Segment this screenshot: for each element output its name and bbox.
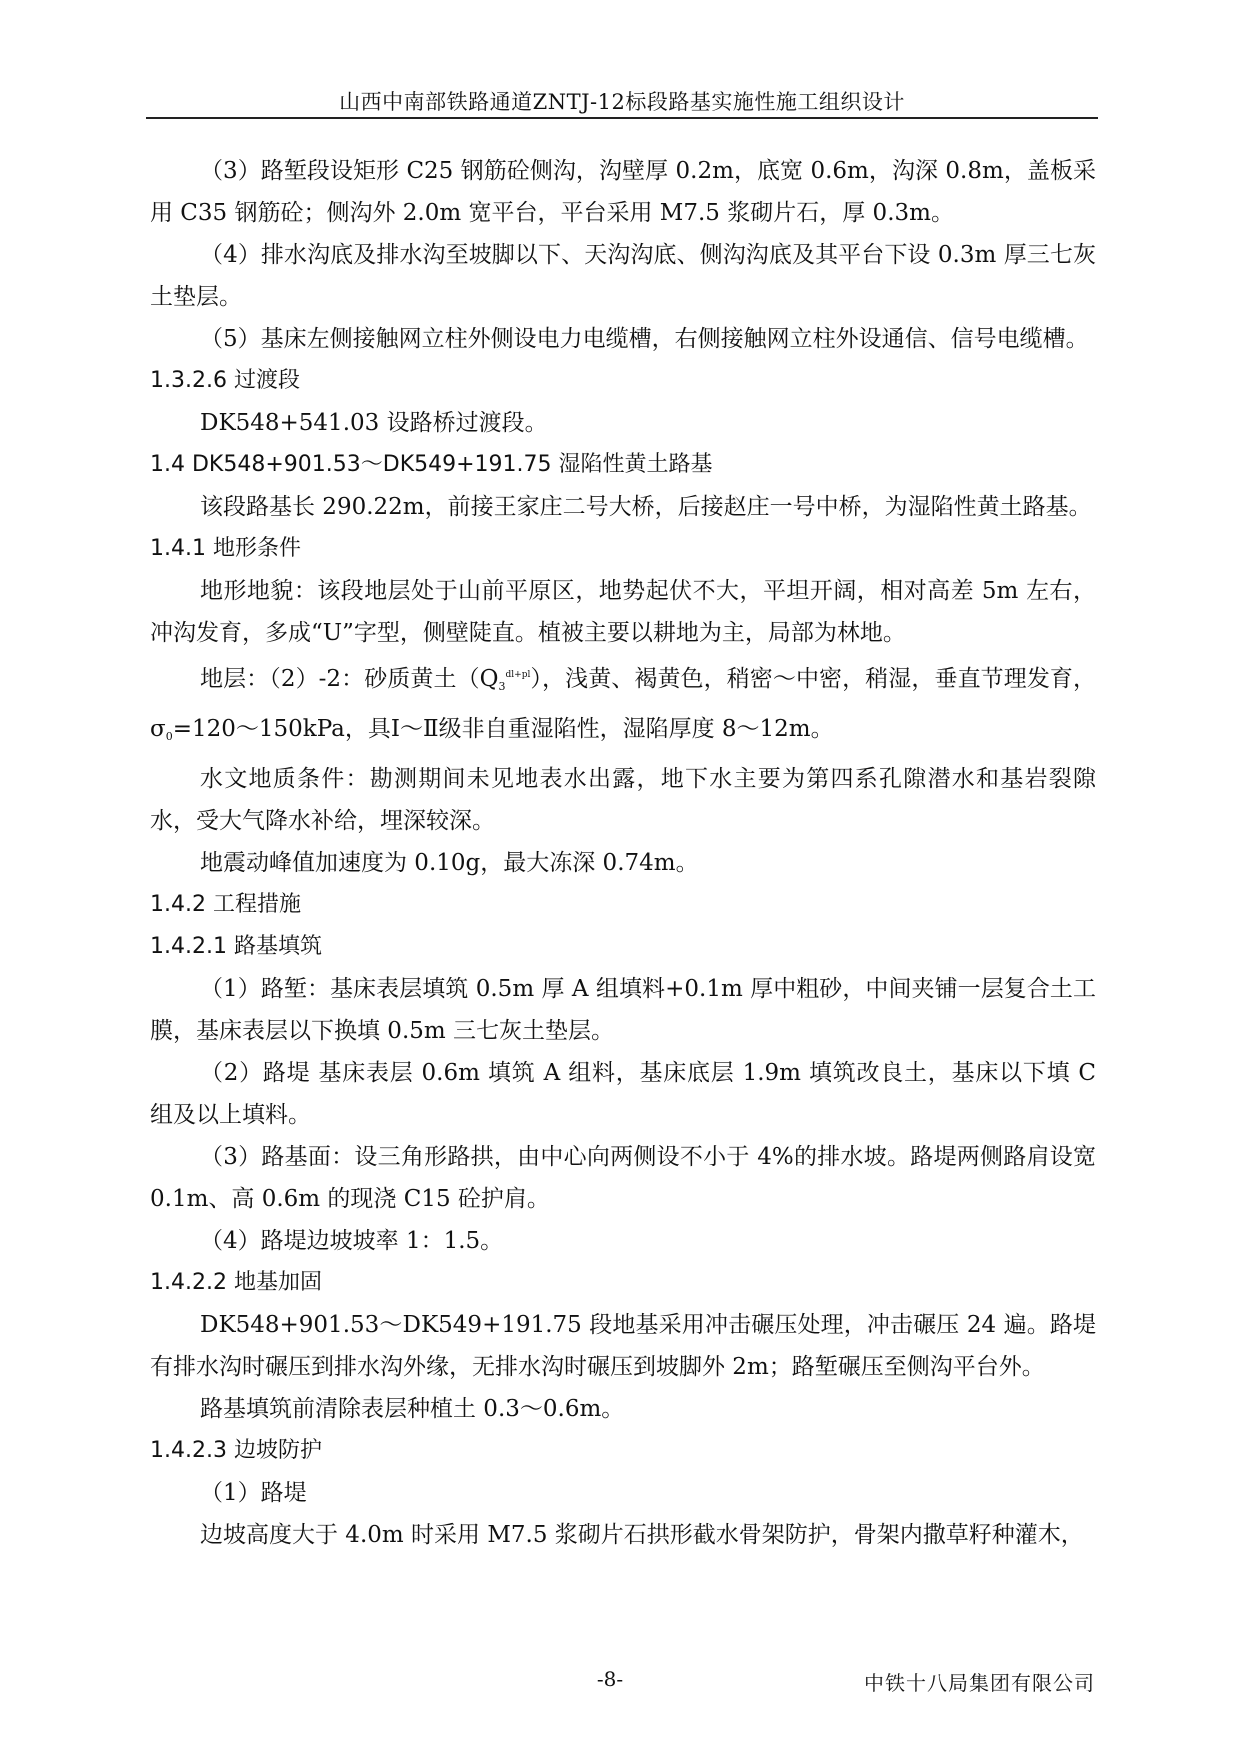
paragraph-geology (150, 654, 1096, 758)
section-heading: 1.4.2.1 路基填筑 (150, 934, 322, 959)
paragraph: （4）路堤边坡坡率 1：1.5。 (200, 1228, 504, 1254)
paragraph: （3）路基面：设三角形路拱，由中心向两侧设不小于 4%的排水坡。路堤两侧路肩设宽 0.1m、高 0.6m 的现浇 C15 砼护肩。 (150, 1144, 1096, 1212)
paragraph: DK548+901.53～DK549+191.75 段地基采用冲击碾压处理，冲击碾压 24 遍。路堤有排水沟时碾压到排水沟外缘，无排水沟时碾压到坡脚外 2m；路堑碾压至侧沟平台外。 (150, 1312, 1096, 1380)
geology-subscript: 3 (498, 680, 506, 693)
geology-text-c: =120～150kPa，具Ⅰ～Ⅱ级非自重湿陷性，湿陷厚度 8～12m。 (172, 716, 834, 742)
paragraph: 边坡高度大于 4.0m 时采用 M7.5 浆砌片石拱形截水骨架防护，骨架内撒草籽种灌木， (200, 1522, 1084, 1548)
paragraph: （4）排水沟底及排水沟至坡脚以下、天沟沟底、侧沟沟底及其平台下设 0.3m 厚三七灰土垫层。 (150, 242, 1096, 310)
paragraph: DK548+541.03 设路桥过渡段。 (200, 410, 548, 436)
sigma-subscript: 0 (165, 730, 173, 743)
section-heading: 1.4.2 工程措施 (150, 892, 301, 917)
section-heading: 1.4 DK548+901.53～DK549+191.75 湿陷性黄土路基 (150, 452, 713, 477)
section-heading: 1.4.2.3 边坡防护 (150, 1438, 322, 1463)
paragraph: （2）路堤 基床表层 0.6m 填筑 A 组料，基床底层 1.9m 填筑改良土，基床以下填 C 组及以上填料。 (150, 1060, 1096, 1128)
paragraph: （1）路堤 (200, 1480, 307, 1506)
header-divider (146, 117, 1098, 119)
paragraph: （3）路堑段设矩形 C25 钢筋砼侧沟，沟壁厚 0.2m，底宽 0.6m，沟深 0.8m，盖板采用 C35 钢筋砼；侧沟外 2.0m 宽平台，平台采用 M7.5 浆砌片石，厚 0.3m。 (150, 158, 1096, 226)
paragraph: 地震动峰值加速度为 0.10g，最大冻深 0.74m。 (200, 850, 699, 876)
paragraph: 水文地质条件：勘测期间未见地表水出露，地下水主要为第四系孔隙潜水和基岩裂隙水，受大气降水补给，埋深较深。 (150, 766, 1096, 834)
document-body (150, 150, 1096, 1556)
geology-text-b: ），浅黄、褐黄色，稍密～中密，稍湿，垂直节理发育，σ (150, 666, 1096, 742)
paragraph: （1）路堑：基床表层填筑 0.5m 厚 A 组填料+0.1m 厚中粗砂，中间夹铺一层复合土工膜，基床表层以下换填 0.5m 三七灰土垫层。 (150, 976, 1096, 1044)
section-heading: 1.4.1 地形条件 (150, 536, 301, 561)
geology-text-a: 地层：（2）-2：砂质黄土（Q (200, 666, 499, 692)
footer-company: 中铁十八局集团有限公司 (864, 1671, 1095, 1695)
section-heading: 1.3.2.6 过渡段 (150, 368, 300, 393)
paragraph: （5）基床左侧接触网立柱外侧设电力电缆槽，右侧接触网立柱外设通信、信号电缆槽。 (200, 326, 1089, 352)
paragraph: 路基填筑前清除表层种植土 0.3～0.6m。 (200, 1396, 625, 1422)
page-header: 山西中南部铁路通道ZNTJ-12标段路基实施性施工组织设计 (339, 90, 905, 114)
section-heading: 1.4.2.2 地基加固 (150, 1270, 322, 1295)
paragraph: 地形地貌：该段地层处于山前平原区，地势起伏不大，平坦开阔，相对高差 5m 左右，冲沟发育，多成“U”字型，侧壁陡直。植被主要以耕地为主，局部为林地。 (150, 578, 1096, 646)
page-number: -8- (596, 1667, 624, 1691)
geology-superscript: dl+pl (505, 670, 531, 680)
paragraph: 该段路基长 290.22m，前接王家庄二号大桥，后接赵庄一号中桥，为湿陷性黄土路基。 (200, 494, 1092, 520)
